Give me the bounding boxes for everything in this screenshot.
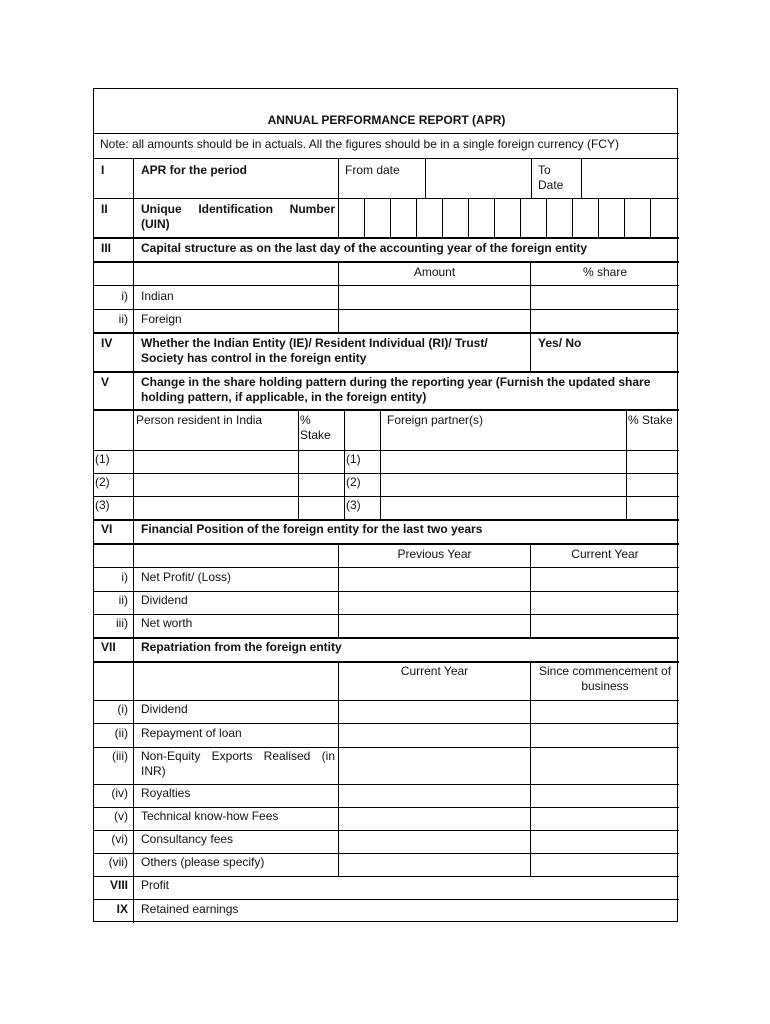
apr-form	[93, 88, 678, 922]
uin-box[interactable]	[573, 199, 598, 236]
s3-row-indian: Indian	[141, 289, 174, 303]
uin-box[interactable]	[495, 199, 520, 236]
s1-number: I	[101, 163, 105, 177]
uin-box[interactable]	[469, 199, 494, 236]
s3-indian-share[interactable]	[531, 286, 678, 308]
s7-row-number: (iii)	[112, 749, 128, 763]
note-text: Note: all amounts should be in actuals. All the figures should be in a single foreign currency (FCY)	[100, 137, 619, 151]
uin-box[interactable]	[547, 199, 572, 236]
s5-stake-header: % Stake	[300, 413, 331, 442]
s5-row-index: (2)	[95, 475, 110, 489]
uin-box[interactable]	[417, 199, 442, 236]
s5-foreign-header: Foreign partner(s)	[387, 413, 484, 427]
s3-foreign-share[interactable]	[531, 310, 678, 332]
uin-box[interactable]	[391, 199, 416, 236]
s3-number: III	[101, 241, 112, 255]
s6-label: Financial Position of the foreign entity for the last two years	[141, 522, 483, 536]
s6-row-number: i)	[121, 570, 128, 584]
s1-label: APR for the period	[141, 163, 248, 177]
uin-box[interactable]	[443, 199, 468, 236]
s7-since-header: Since commencement of business	[538, 664, 672, 693]
to-date-field[interactable]	[582, 159, 678, 197]
s5-number: V	[101, 375, 110, 389]
s7-row-number: (ii)	[114, 726, 128, 740]
s5-row-index: (1)	[346, 452, 361, 466]
s9-label: Retained earnings	[141, 902, 239, 916]
s7-current-header: Current Year	[400, 664, 469, 678]
s7-label: Repatriation from the foreign entity	[141, 640, 342, 654]
s3-row-number: ii)	[118, 312, 128, 326]
s7-row-number: (vi)	[111, 832, 128, 846]
s7-row-label: Repayment of loan	[141, 726, 242, 740]
uin-box[interactable]	[521, 199, 546, 236]
s6-row-label: Net worth	[141, 616, 193, 630]
s7-row-number: (i)	[117, 702, 128, 716]
s8-number: VIII	[109, 878, 128, 892]
s7-row-label: Consultancy fees	[141, 832, 234, 846]
s4-answer[interactable]: Yes/ No	[538, 336, 582, 350]
s3-foreign-amount[interactable]	[339, 310, 530, 332]
uin-box[interactable]	[340, 199, 364, 236]
from-date-label: From date	[345, 163, 400, 177]
uin-box[interactable]	[625, 199, 650, 236]
s5-resident-header: Person resident in India	[136, 413, 263, 427]
uin-box[interactable]	[365, 199, 390, 236]
s5-row-index: (3)	[95, 498, 110, 512]
to-date-label: To Date	[538, 163, 564, 192]
s5-row-index: (2)	[346, 475, 361, 489]
s4-label: Whether the Indian Entity (IE)/ Resident Individual (RI)/ Trust/ Society has control in the foreign entity	[141, 336, 488, 365]
s5-stake2-header: % Stake	[628, 413, 673, 427]
s4-number: IV	[101, 336, 113, 350]
uin-box[interactable]	[651, 199, 678, 236]
s7-row-label: Royalties	[141, 786, 191, 800]
s7-row-label: Technical know-how Fees	[141, 809, 279, 823]
s9-number: IX	[116, 902, 128, 916]
s5-row-index: (1)	[95, 452, 110, 466]
s6-row-label: Net Profit/ (Loss)	[141, 570, 232, 584]
s3-row-foreign: Foreign	[141, 312, 182, 326]
s3-label: Capital structure as on the last day of the accounting year of the foreign entity	[141, 241, 588, 255]
s2-number: II	[101, 202, 108, 216]
s7-row-label: Dividend	[141, 702, 188, 716]
s7-number: VII	[101, 640, 116, 654]
s3-amount-header: Amount	[413, 265, 456, 279]
s7-row-number: (iv)	[111, 786, 128, 800]
s6-row-number: ii)	[118, 593, 128, 607]
s6-number: VI	[101, 522, 113, 536]
s8-label: Profit	[141, 878, 170, 892]
s7-row-label: Others (please specify)	[141, 855, 265, 869]
from-date-field[interactable]	[426, 159, 530, 197]
s5-row-index: (3)	[346, 498, 361, 512]
s2-label: Unique Identification Number (UIN)	[141, 202, 335, 231]
s6-row-number: iii)	[116, 616, 128, 630]
s6-previous-header: Previous Year	[397, 547, 472, 561]
uin-box[interactable]	[599, 199, 624, 236]
s6-row-label: Dividend	[141, 593, 188, 607]
s5-label: Change in the share holding pattern during the reporting year (Furnish the updated share holding pattern, if applicable, in the foreign entity)	[141, 375, 651, 404]
s3-share-header: % share	[582, 265, 628, 279]
s6-current-header: Current Year	[571, 547, 639, 561]
form-title: ANNUAL PERFORMANCE REPORT (APR)	[267, 113, 506, 127]
s7-row-label: Non-Equity Exports Realised (in INR)	[141, 749, 335, 778]
s3-indian-amount[interactable]	[339, 286, 530, 308]
s7-row-number: (vii)	[108, 855, 128, 869]
s3-row-number: i)	[121, 289, 128, 303]
s7-row-number: (v)	[114, 809, 128, 823]
